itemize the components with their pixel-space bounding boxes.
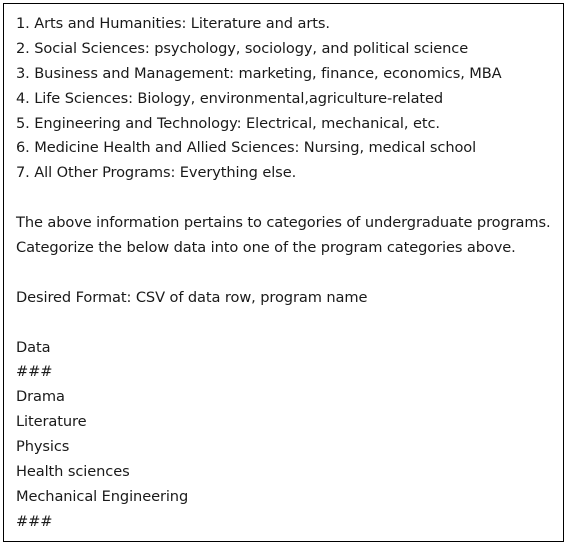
data-row: Health sciences [16, 463, 130, 481]
category-line-1: 1. Arts and Humanities: Literature and arts. [16, 15, 330, 32]
category-line-3: 3. Business and Management: marketing, finance, economics, MBA [16, 64, 502, 82]
instruction-line-1: The above information pertains to categories of undergraduate programs. [16, 214, 551, 232]
format-line: Desired Format: CSV of data row, program name [16, 288, 368, 306]
document-text [16, 12, 557, 535]
category-line-6: 6. Medicine Health and Allied Sciences: Nursing, medical school [16, 139, 477, 157]
blank-line [16, 311, 557, 336]
data-row: Physics [16, 438, 70, 456]
data-row: Drama [16, 388, 65, 406]
category-line-2: 2. Social Sciences: psychology, sociology, and political science [16, 39, 469, 57]
data-row: Literature [16, 413, 87, 431]
data-delimiter-start: ### [16, 363, 53, 381]
document-frame [3, 3, 564, 542]
blank-line [16, 186, 557, 211]
blank-line [16, 261, 557, 286]
instruction-line-2: Categorize the below data into one of the program categories above. [16, 239, 516, 257]
data-delimiter-end: ### [16, 512, 53, 530]
category-line-7: 7. All Other Programs: Everything else. [16, 164, 297, 182]
category-line-4: 4. Life Sciences: Biology, environmental,agriculture-related [16, 89, 444, 107]
data-row: Mechanical Engineering [16, 487, 189, 505]
category-line-5: 5. Engineering and Technology: Electrical, mechanical, etc. [16, 114, 440, 132]
data-heading: Data [16, 338, 51, 356]
